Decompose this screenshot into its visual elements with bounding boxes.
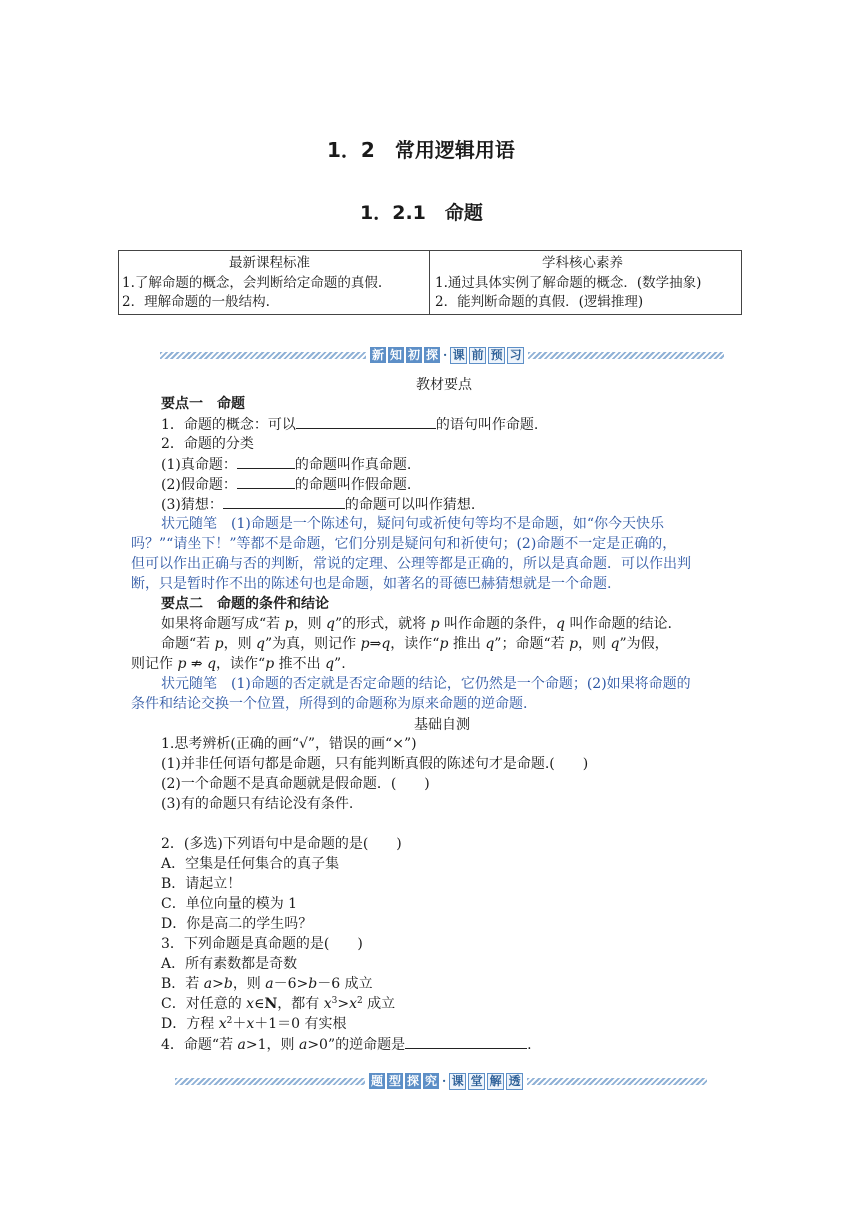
text: B．若	[161, 976, 204, 992]
q3-option-b	[161, 974, 373, 994]
text: ＋	[232, 1016, 247, 1032]
table-right-line-1: 1.通过具体实例了解命题的概念．(数学抽象)	[435, 275, 702, 291]
exponent: 3	[331, 996, 338, 1006]
banner-char: 题	[370, 1074, 383, 1088]
text: ，则	[232, 976, 266, 992]
var: p	[360, 636, 370, 652]
var: x	[323, 996, 332, 1012]
q3: 3．下列命题是真命题的是( )	[161, 936, 363, 952]
text: 叫作命题的结论.	[565, 616, 672, 632]
point2-line-2	[161, 634, 669, 654]
note1-line-1: 状元随笔 (1)命题是一个陈述句，疑问句或祈使句等均不是命题，如“你今天快乐	[161, 516, 664, 532]
text: >1，则	[245, 1037, 299, 1053]
text: >	[337, 996, 350, 1012]
note2-line-1: 状元随笔 (1)命题的否定就是否定命题的结论，它仍然是一个命题；(2)如果将命题的	[161, 676, 691, 692]
text: 的语句叫作命题.	[435, 417, 539, 433]
var: q	[325, 656, 335, 672]
banner-char: 初	[407, 348, 420, 362]
text: (1)真命题：	[161, 457, 237, 473]
table-right-header: 学科核心素养	[542, 255, 623, 271]
section-subtitle: 1．2.1 命题	[360, 202, 483, 224]
banner-char: 解	[487, 1073, 504, 1090]
banner-char: 知	[389, 348, 402, 362]
var: a	[203, 976, 213, 992]
point1-line-4	[161, 474, 411, 495]
fill-blank	[405, 1034, 527, 1049]
text: ＋1＝0 有实根	[254, 1016, 347, 1032]
var: p	[177, 656, 187, 672]
q1: 1.思考辨析(正确的画“√”，错误的画“×”)	[161, 736, 417, 752]
banner-char: 课	[449, 1073, 466, 1090]
point2-line-3	[131, 654, 346, 674]
point1-line-3	[161, 454, 411, 475]
self-test-heading: 基础自测	[414, 717, 470, 733]
table-right-line-2: 2．能判断命题的真假．(逻辑推理)	[435, 294, 644, 310]
banner-char: 究	[424, 1074, 437, 1088]
banner-char: 型	[388, 1074, 401, 1088]
var: q	[326, 616, 335, 632]
var: b	[308, 976, 318, 992]
banner-classroom	[175, 1074, 715, 1088]
text: (3)猜想：	[161, 497, 223, 513]
note2-line-2: 条件和结论交换一个位置，所得到的命题称为原来命题的逆命题.	[131, 696, 528, 712]
text: 的命题叫作真命题.	[294, 457, 412, 473]
banner-char: 课	[450, 347, 467, 364]
q3-option-c	[161, 994, 395, 1014]
banner-char: 探	[406, 1074, 419, 1088]
banner-badge	[369, 1073, 523, 1090]
banner-char: 堂	[468, 1073, 485, 1090]
banner-char: 新	[371, 348, 384, 362]
text: －6>	[273, 976, 309, 992]
banner-stripe-left	[175, 1078, 365, 1085]
text: ，则	[293, 616, 327, 632]
var: x	[349, 996, 357, 1012]
section-heading: 教材要点	[416, 377, 472, 393]
point1-title: 要点一 命题	[161, 396, 245, 412]
banner-dot: ·	[443, 348, 448, 362]
fill-blank	[296, 414, 436, 429]
text: 成立	[362, 996, 396, 1012]
q2-option-d: D．你是高二的学生吗？	[161, 916, 313, 932]
var: p	[214, 636, 224, 652]
text: 的命题可以叫作猜想.	[344, 497, 476, 513]
var: q	[610, 636, 620, 652]
table-left-header: 最新课程标准	[229, 255, 310, 271]
banner-stripe-right	[528, 352, 724, 359]
text: 叫作命题的条件，	[439, 616, 557, 632]
banner-stripe-left	[160, 352, 366, 359]
var: p	[284, 616, 294, 632]
text: 推出	[448, 636, 486, 652]
banner-char: 透	[506, 1073, 523, 1090]
text: ，则	[578, 636, 611, 652]
var: a	[237, 1037, 246, 1053]
text: 则记作	[131, 656, 178, 672]
text: ”的形式，就将	[335, 616, 431, 632]
text: ，读作“	[216, 656, 266, 672]
q3-option-a: A．所有素数都是奇数	[161, 956, 298, 972]
text: ”为真，则记作	[265, 636, 361, 652]
fill-blank	[223, 494, 345, 509]
text: ⇏	[186, 656, 208, 672]
text: 1．命题的概念：可以	[161, 417, 296, 433]
banner-dot: ·	[442, 1074, 447, 1088]
text: －6 成立	[317, 976, 373, 992]
q2-option-c: C．单位向量的模为 1	[161, 896, 298, 912]
q2-option-b: B．请起立！	[161, 876, 242, 892]
fill-blank	[237, 454, 295, 469]
banner-char: 探	[425, 348, 438, 362]
banner-stripe-right	[527, 1078, 707, 1085]
banner-char: 习	[507, 347, 524, 364]
table-left-line-1: 1.了解命题的概念，会判断给定命题的真假.	[122, 275, 383, 291]
table-divider	[429, 251, 430, 314]
var: q	[207, 656, 217, 672]
text: ，都有	[277, 996, 324, 1012]
q1-item-3: (3)有的命题只有结论没有条件.	[161, 796, 354, 812]
text: 推不出	[274, 656, 326, 672]
note1-line-2: 吗？”“请坐下！”等都不是命题，它们分别是疑问句和祈使句；(2)命题不一定是正确的，	[131, 536, 677, 552]
text: ，则	[223, 636, 257, 652]
page-title: 1．2 常用逻辑用语	[327, 138, 515, 162]
var: q	[256, 636, 265, 652]
banner-char: 前	[469, 347, 486, 364]
q4	[161, 1034, 532, 1055]
note1-line-3: 但可以作出正确与否的判断，常说的定理、公理等都是正确的，所以是真命题．可以作出判	[131, 556, 691, 572]
var: p	[265, 656, 275, 672]
standards-table	[118, 250, 742, 315]
var: p	[569, 636, 579, 652]
q3-option-d	[161, 1014, 347, 1034]
table-left-line-2: 2．理解命题的一般结构.	[122, 294, 270, 310]
point1-line-2: 2．命题的分类	[161, 436, 254, 452]
var: x	[246, 996, 255, 1012]
fill-blank	[237, 474, 295, 489]
point1-line-5	[161, 494, 475, 515]
text: 如果将命题写成“若	[161, 616, 285, 632]
var: x	[246, 1016, 255, 1032]
point2-title: 要点二 命题的条件和结论	[161, 596, 329, 612]
var: a	[298, 1037, 308, 1053]
point2-line-1	[161, 614, 672, 634]
q1-item-2: (2)一个命题不是真命题就是假命题．( )	[161, 776, 430, 792]
text: 的命题叫作假命题.	[294, 477, 412, 493]
exponent: 2	[226, 1016, 233, 1026]
text: 命题“若	[161, 636, 215, 652]
q2: 2．(多选)下列语句中是命题的是( )	[161, 836, 402, 852]
text: ”为假，	[619, 636, 669, 652]
var: q	[485, 636, 495, 652]
note1-line-4: 断，只是暂时作不出的陈述句也是命题，如著名的哥德巴赫猜想就是一个命题.	[131, 576, 612, 592]
text: ”；命题“若	[494, 636, 570, 652]
q2-option-a: A．空集是任何集合的真子集	[161, 856, 340, 872]
var: x	[218, 1016, 227, 1032]
var: q	[381, 636, 391, 652]
var: p	[430, 616, 440, 632]
exponent: 2	[356, 996, 363, 1006]
text: >	[212, 976, 224, 992]
var: p	[439, 636, 449, 652]
q1-item-1: (1)并非任何语句都是命题，只有能判断真假的陈述句才是命题.( )	[161, 756, 589, 772]
banner-char: 预	[488, 347, 505, 364]
set-symbol: N	[264, 996, 278, 1012]
text: C．对任意的	[161, 996, 247, 1012]
text: >0”的逆命题是	[307, 1037, 406, 1053]
var: q	[556, 616, 565, 632]
text: D．方程	[161, 1016, 219, 1032]
point1-line-1	[161, 414, 538, 435]
banner-preview	[160, 348, 744, 362]
text: ∈	[254, 996, 265, 1012]
text: ，读作“	[390, 636, 440, 652]
banner-badge	[370, 347, 524, 364]
text: (2)假命题：	[161, 477, 237, 493]
text: ”.	[334, 656, 346, 672]
var: b	[223, 976, 233, 992]
var: a	[265, 976, 274, 992]
period: .	[527, 1037, 532, 1053]
text: ⇒	[369, 636, 382, 652]
text: 4．命题“若	[161, 1037, 238, 1053]
